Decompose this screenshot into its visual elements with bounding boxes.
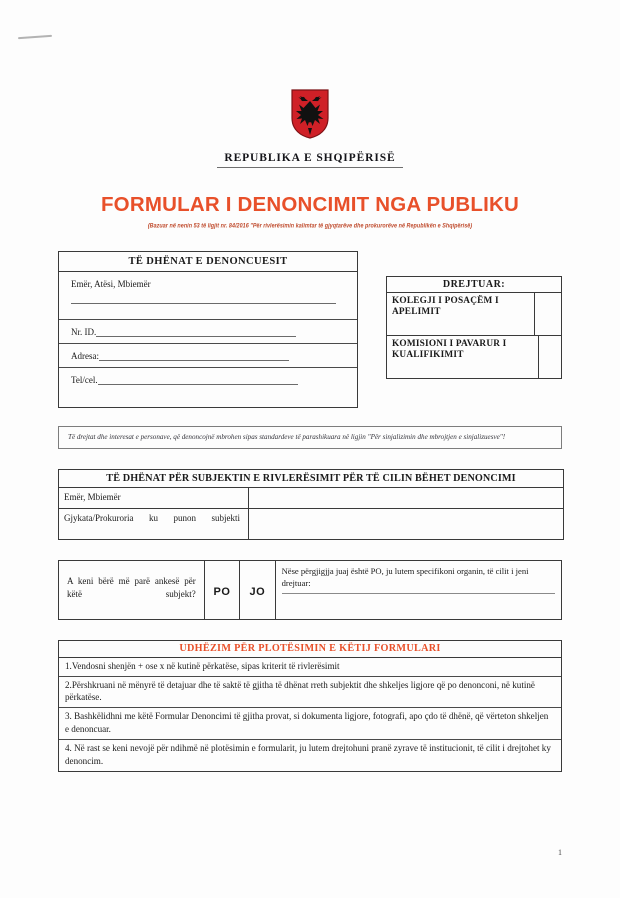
subject-label-name: Emër, Mbiemër <box>59 488 249 507</box>
top-section <box>58 251 562 408</box>
addressed-to-checkbox-commission[interactable] <box>538 336 562 378</box>
addressed-to-option-appeal[interactable] <box>387 293 561 336</box>
field-label-phone: Tel/cel. <box>71 374 98 385</box>
instruction-item-3: 3. Bashkëlidhni me këtë Formular Denoncimi të gjitha provat, si dokumenta ligjore, fotografi, apo çdo të dhënë, që vërteton shkeljen e denoncuar. <box>59 708 561 740</box>
subject-data-table <box>58 469 564 539</box>
albanian-coat-of-arms-icon <box>289 88 331 140</box>
addressed-to-checkbox-appeal[interactable] <box>534 293 561 335</box>
addressed-to-box <box>386 276 562 379</box>
document-header <box>58 0 562 229</box>
republic-title: REPUBLIKA E SHQIPËRISË <box>224 152 396 164</box>
field-label-address: Adresa: <box>71 350 99 361</box>
addressed-to-label-appeal: KOLEGJI I POSAÇËM I APELIMIT <box>392 295 499 318</box>
field-input-id[interactable] <box>96 327 296 337</box>
table-row <box>59 488 563 508</box>
prior-complaint-yes-cell[interactable]: PO <box>205 561 240 619</box>
instruction-item-4: 4. Në rast se keni nevojë për ndihmë në plotësimin e formularit, ju lutem drejtohuni pranë zyrave të institucionit, të cilit i drejtohet ky denoncim. <box>65 743 551 767</box>
header-divider <box>217 167 403 168</box>
form-legal-basis-subtitle: (Bazuar në nenin 53 të ligjit nr. 84/2016 "Për rivlerësimin kalimtar të gjyqtarëve dhe prokurorëve në Republikën e Shqipërisë) <box>147 221 473 230</box>
prior-complaint-no-cell[interactable]: JO <box>240 561 275 619</box>
field-name-row <box>59 272 357 320</box>
instruction-item-1: 1.Vendosni shenjën + ose x në kutinë përkatëse, sipas kriterit të rivlerësimit <box>59 658 561 677</box>
prior-complaint-specify-input[interactable] <box>282 593 555 594</box>
field-input-name[interactable] <box>71 303 336 304</box>
field-address-row <box>59 344 357 368</box>
field-label-id: Nr. ID. <box>71 326 97 337</box>
whistleblower-protection-note: Të drejtat dhe interesat e personave, që denoncojnë mbrohen sipas standardeve të parashikuara në ligjin "Për sinjalizimin dhe mbrojtjen e sinjalizuesve"! <box>58 426 562 450</box>
declarant-heading: TË DHËNAT E DENONCUESIT <box>59 252 357 272</box>
prior-complaint-specify-label: Nëse përgjigjja juaj është PO, ju lutem specifikoni organin, të cilit i jeni drejtuar: <box>281 565 529 589</box>
declarant-data-box <box>58 251 358 408</box>
field-input-address[interactable] <box>99 351 289 361</box>
addressed-to-option-commission[interactable] <box>387 336 561 378</box>
form-title: FORMULAR I DENONCIMIT NGA PUBLIKU <box>100 193 520 216</box>
instructions-heading: UDHËZIM PËR PLOTËSIMIN E KËTIJ FORMULARI <box>59 641 561 658</box>
field-id-row <box>59 320 357 344</box>
field-phone-row <box>59 368 357 407</box>
instructions-section <box>58 640 562 772</box>
field-input-phone[interactable] <box>98 375 298 385</box>
prior-complaint-table <box>58 560 562 620</box>
instruction-item-2: 2.Përshkruani në mënyrë të detajuar dhe të saktë të gjitha të dhënat rreth subjektit dhe shkeljes ligjore që po denonconi, në kutinë përkatëse. <box>59 677 561 709</box>
subject-input-name[interactable] <box>249 488 563 507</box>
prior-complaint-question: A keni bërë më parë ankesë për këtë subjekt? <box>59 561 205 619</box>
subject-table-heading: TË DHËNAT PËR SUBJEKTIN E RIVLERËSIMIT PËR TË CILIN BËHET DENONCIMI <box>59 470 563 488</box>
addressed-to-heading: DREJTUAR: <box>387 277 561 293</box>
prior-complaint-specify-area <box>276 561 561 619</box>
table-row <box>59 509 563 539</box>
addressed-to-label-commission: KOMISIONI I PAVARUR I KUALIFIKIMIT <box>392 338 507 361</box>
page-number: 1 <box>558 848 562 857</box>
subject-input-workplace[interactable] <box>249 509 563 539</box>
field-label-name: Emër, Atësi, Mbiemër <box>71 278 151 289</box>
subject-label-workplace: Gjykata/Prokuroria ku punon subjekti <box>59 509 249 539</box>
